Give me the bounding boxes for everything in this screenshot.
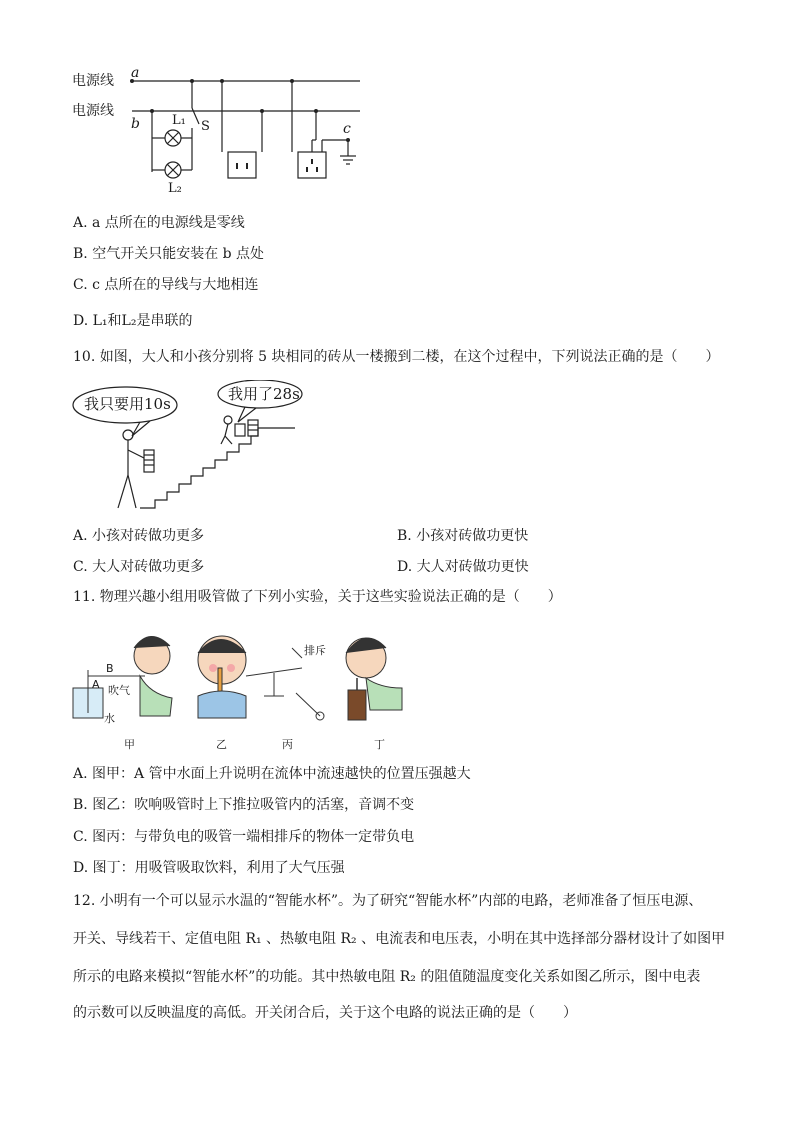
q12-line-1: 12. 小明有一个可以显示水温的“智能水杯”。为了研究“智能水杯”内部的电路，老师准备了恒压电源、: [73, 893, 703, 909]
q9-option-b: B. 空气开关只能安装在 b 点处: [73, 246, 265, 262]
q9-option-a: A. a 点所在的电源线是零线: [73, 215, 245, 231]
figure-yi: [198, 636, 246, 718]
caption-bing: 丙: [282, 738, 293, 751]
tube-a-label: A: [92, 678, 100, 691]
point-c-label: c: [343, 121, 351, 137]
caption-yi: 乙: [216, 738, 227, 751]
household-circuit-diagram: [60, 60, 380, 200]
q11-option-c: C. 图丙：与带负电的吸管一端相排斥的物体一定带负电: [73, 829, 415, 845]
caption-jia: 甲: [124, 738, 135, 751]
figure-bing: [246, 648, 324, 720]
switch-label: S: [201, 119, 210, 134]
water-label: 水: [104, 712, 115, 725]
q11-stem: 11. 物理兴趣小组用吸管做了下列小实验，关于这些实验说法正确的是（ ）: [73, 589, 562, 605]
figure-ding: [346, 638, 402, 720]
caption-ding: 丁: [374, 738, 385, 751]
adult-speech-bubble: 我只要用10s: [84, 395, 171, 413]
q10-option-a: A. 小孩对砖做功更多: [73, 528, 205, 544]
q11-option-b: B. 图乙：吹响吸管时上下推拉吸管内的活塞，音调不变: [73, 797, 415, 813]
q10-option-b: B. 小孩对砖做功更快: [397, 528, 529, 544]
repel-label: 排斥: [304, 644, 326, 657]
point-a-label: a: [131, 65, 140, 81]
power-line-label-1: 电源线: [72, 73, 114, 89]
lamp-1-label: L₁: [172, 113, 186, 128]
q10-stem: 10. 如图，大人和小孩分别将 5 块相同的砖从一楼搬到二楼，在这个过程中，下列说法正确的是（ ）: [73, 349, 720, 365]
q12-line-4: 的示数可以反映温度的高低。开关闭合后，关于这个电路的说法正确的是（ ）: [73, 1005, 577, 1021]
q10-option-d: D. 大人对砖做功更快: [397, 559, 529, 575]
q11-option-d: D. 图丁：用吸管吸取饮料，利用了大气压强: [73, 860, 345, 876]
figure-jia: [73, 636, 172, 718]
q12-line-2: 开关、导线若干、定值电阻 R₁ 、热敏电阻 R₂ 、电流表和电压表，小明在其中选择部分器材设计了如图甲: [73, 931, 726, 947]
point-b-label: b: [131, 116, 140, 132]
power-line-label-2: 电源线: [72, 103, 114, 119]
q11-option-a: A. 图甲：A 管中水面上升说明在流体中流速越快的位置压强越大: [73, 766, 471, 782]
straw-experiments-figure: [70, 618, 420, 753]
tube-b-label: B: [106, 662, 114, 675]
lamp-2-label: L₂: [168, 181, 182, 196]
q10-option-c: C. 大人对砖做功更多: [73, 559, 205, 575]
q9-option-c: C. c 点所在的导线与大地相连: [73, 277, 259, 293]
blow-label: 吹气: [108, 684, 130, 697]
child-speech-bubble: 我用了28s: [228, 385, 300, 403]
stairs-figure: [70, 380, 310, 515]
q9-option-d: D. L₁和L₂是串联的: [73, 313, 193, 329]
q12-line-3: 所示的电路来模拟“智能水杯”的功能。其中热敏电阻 R₂ 的阻值随温度变化关系如图乙所示，图中电表: [73, 969, 701, 985]
